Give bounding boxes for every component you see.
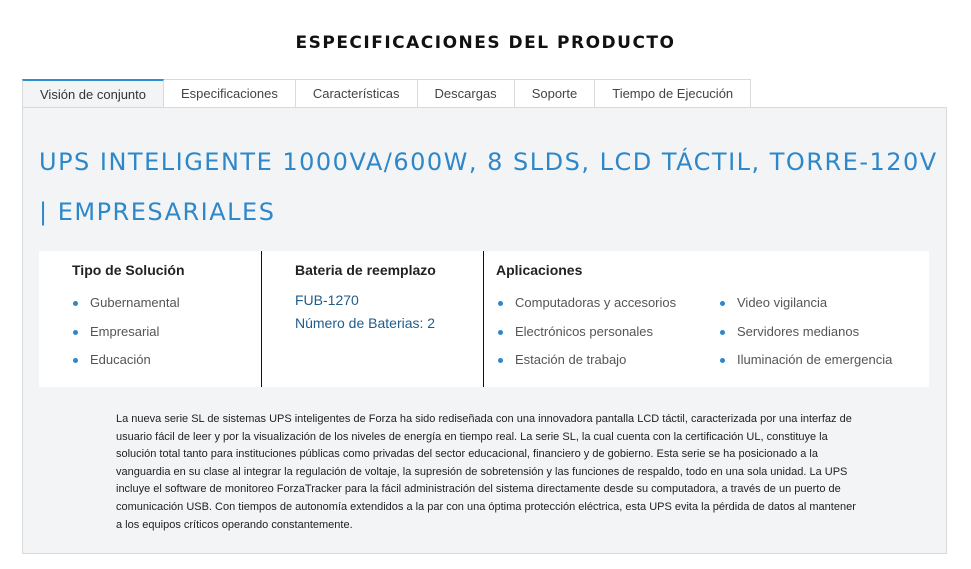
tab-specifications[interactable]: Especificaciones xyxy=(164,79,296,108)
tab-overview[interactable]: Visión de conjunto xyxy=(22,79,164,108)
tab-bar xyxy=(22,79,751,108)
applications-list-left xyxy=(498,295,676,381)
product-description: La nueva serie SL de sistemas UPS inteligentes de Forza ha sido rediseñada con una innovadora pantalla LCD táctil, caracterizada por una interfaz de usuario fácil de leer y por la visualización de los niveles de energía en tiempo real. La serie SL, la cual cuenta con la certificación UL, constituye la solución total tanto para instituciones públicas como privadas del sector educacional, financiero y de gobierno. Esta serie se ha posicionado a la vanguardia en su clase al integrar la regulación de voltaje, la supresión de sobretensión y las funciones de respaldo, todo en una sola unidad. La UPS incluye el software de monitoreo ForzaTracker para la fácil administración del sistema directamente desde su computadora, a través de un puerto de comunicación USB. Con tiempos de autonomía extendidos a la par con una óptima protección eléctrica, esta UPS evita la pérdida de datos al mantener a los equipos críticos operando constantemente. xyxy=(116,413,856,531)
list-item: Electrónicos personales xyxy=(498,324,676,353)
battery-info xyxy=(295,289,435,335)
list-item: Computadoras y accesorios xyxy=(498,295,676,324)
tab-runtime[interactable]: Tiempo de Ejecución xyxy=(595,79,751,108)
page-heading: ESPECIFICACIONES DEL PRODUCTO xyxy=(295,33,676,53)
product-title: UPS INTELIGENTE 1000VA/600W, 8 SLDS, LCD TÁCTIL, TORRE-120V | EMPRESARIALES xyxy=(39,148,938,226)
list-item: Iluminación de emergencia xyxy=(720,352,892,381)
list-item: Estación de trabajo xyxy=(498,352,676,381)
solution-type-column xyxy=(39,251,261,387)
tab-support[interactable]: Soporte xyxy=(515,79,596,108)
list-item: Educación xyxy=(73,352,180,381)
list-item: Video vigilancia xyxy=(720,295,892,324)
list-item: Servidores medianos xyxy=(720,324,892,353)
list-item: Gubernamental xyxy=(73,295,180,324)
applications-heading: Aplicaciones xyxy=(496,262,583,278)
tab-features[interactable]: Características xyxy=(296,79,418,108)
overview-panel xyxy=(22,107,947,554)
battery-model: FUB-1270 xyxy=(295,292,359,308)
list-item: Empresarial xyxy=(73,324,180,353)
solution-type-list xyxy=(73,295,180,381)
solution-type-heading: Tipo de Solución xyxy=(72,262,185,278)
tab-downloads[interactable]: Descargas xyxy=(418,79,515,108)
spec-summary-box xyxy=(39,251,929,387)
replacement-battery-heading: Bateria de reemplazo xyxy=(295,262,436,278)
battery-count: Número de Baterias: 2 xyxy=(295,315,436,331)
replacement-battery-column xyxy=(261,251,484,387)
applications-column xyxy=(483,251,930,387)
applications-list-right xyxy=(720,295,892,381)
